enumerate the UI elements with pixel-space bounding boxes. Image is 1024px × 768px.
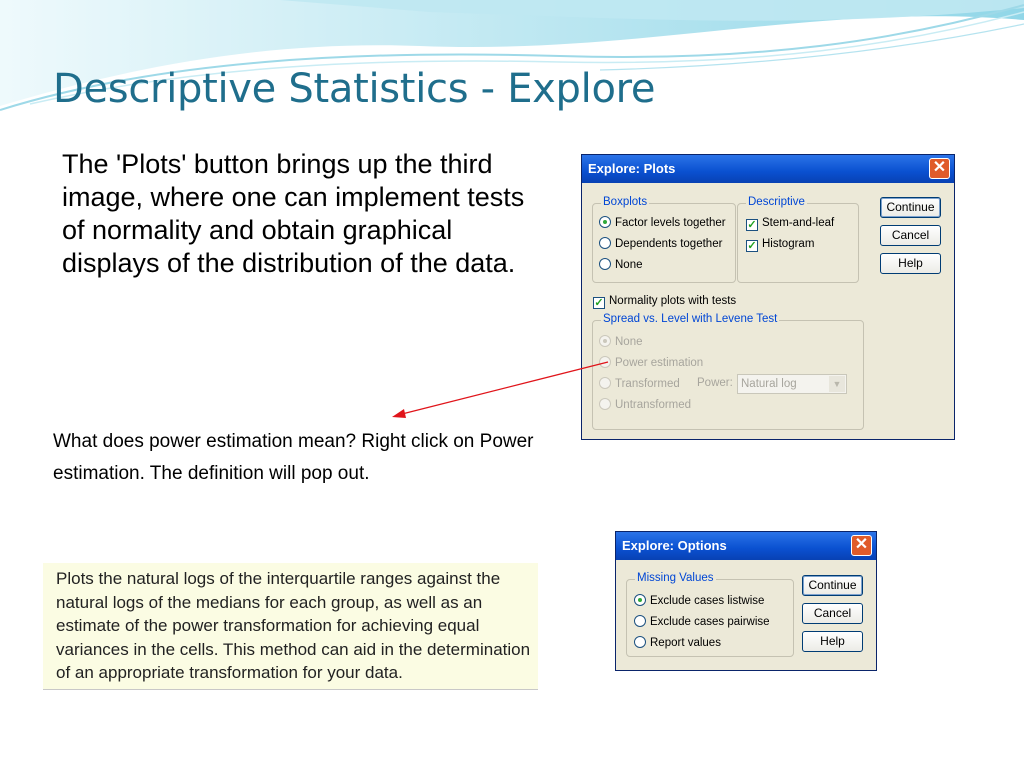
power-select-value: Natural log [741, 378, 797, 390]
explore-options-dialog [615, 531, 877, 671]
plots-dialog-titlebar[interactable] [582, 155, 954, 183]
radio-icon [599, 398, 611, 410]
radio-boxplots-none[interactable] [599, 258, 643, 272]
plots-continue-button[interactable]: Continue [880, 197, 941, 218]
boxplots-legend: Boxplots [603, 196, 648, 208]
radio-label: Power estimation [615, 357, 704, 369]
radio-icon [599, 377, 611, 389]
checkbox-stem-and-leaf[interactable] [746, 216, 834, 231]
radio-icon [599, 258, 611, 270]
checkbox-histogram[interactable] [746, 237, 814, 252]
checkmark-icon: ✓ [747, 240, 757, 252]
plots-dialog-title: Explore: Plots [588, 161, 676, 176]
radio-selected-icon [599, 335, 611, 347]
checkbox-normality-plots[interactable] [593, 294, 736, 309]
plots-cancel-button[interactable]: Cancel [880, 225, 941, 246]
power-estimation-question: What does power estimation mean? Right click on Power estimation. The definition will pop out. [53, 431, 534, 484]
explore-plots-dialog [581, 154, 955, 440]
radio-icon [599, 356, 611, 368]
radio-label: Report values [650, 637, 721, 649]
radio-icon [634, 636, 646, 648]
slide-title: Descriptive Statistics - Explore [53, 66, 656, 112]
radio-exclude-listwise[interactable] [634, 594, 764, 608]
chevron-down-icon[interactable]: ▼ [829, 376, 845, 392]
radio-spread-none[interactable] [599, 335, 643, 349]
radio-icon [634, 615, 646, 627]
radio-power-estimation[interactable] [599, 356, 703, 370]
radio-factor-levels-together[interactable] [599, 216, 726, 230]
radio-transformed[interactable] [599, 377, 680, 391]
power-label: Power: [697, 377, 733, 389]
checkmark-icon: ✓ [747, 219, 757, 231]
power-select[interactable] [737, 374, 847, 394]
missing-values-legend: Missing Values [637, 572, 714, 584]
checkmark-icon: ✓ [594, 297, 604, 309]
plots-help-button[interactable]: Help [880, 253, 941, 274]
radio-label: Exclude cases listwise [650, 595, 765, 607]
options-dialog-title: Explore: Options [622, 538, 727, 553]
radio-label: Untransformed [615, 399, 692, 411]
radio-report-values[interactable] [634, 636, 721, 650]
close-icon[interactable]: ✕ [851, 535, 872, 556]
radio-label: None [615, 259, 643, 271]
options-continue-button[interactable]: Continue [802, 575, 863, 596]
radio-label: Factor levels together [615, 217, 726, 229]
options-dialog-titlebar[interactable] [616, 532, 876, 560]
descriptive-legend: Descriptive [748, 196, 805, 208]
radio-selected-icon [599, 216, 611, 228]
options-cancel-button[interactable]: Cancel [802, 603, 863, 624]
radio-selected-icon [634, 594, 646, 606]
slide-body-text: The 'Plots' button brings up the third image, where one can implement tests of normality and obtain graphical displays of the distribution of the data. [62, 149, 525, 278]
checkbox-label: Stem-and-leaf [762, 217, 835, 229]
radio-icon [599, 237, 611, 249]
close-icon[interactable]: ✕ [929, 158, 950, 179]
radio-label: None [615, 336, 643, 348]
spread-legend: Spread vs. Level with Levene Test [603, 313, 778, 325]
radio-label: Dependents together [615, 238, 723, 250]
radio-dependents-together[interactable] [599, 237, 722, 251]
checkbox-label: Histogram [762, 238, 815, 250]
radio-untransformed[interactable] [599, 398, 691, 412]
checkbox-label: Normality plots with tests [609, 295, 737, 307]
radio-exclude-pairwise[interactable] [634, 615, 770, 629]
options-help-button[interactable]: Help [802, 631, 863, 652]
power-estimation-definition-tooltip: Plots the natural logs of the interquartile ranges against the natural logs of the medians for each group, as well as an estimate of the power transformation for achieving equal variances in the cells. This method can aid in the determination of an appropriate transformation for your data. [43, 563, 538, 690]
radio-label: Exclude cases pairwise [650, 616, 770, 628]
radio-label: Transformed [615, 378, 680, 390]
